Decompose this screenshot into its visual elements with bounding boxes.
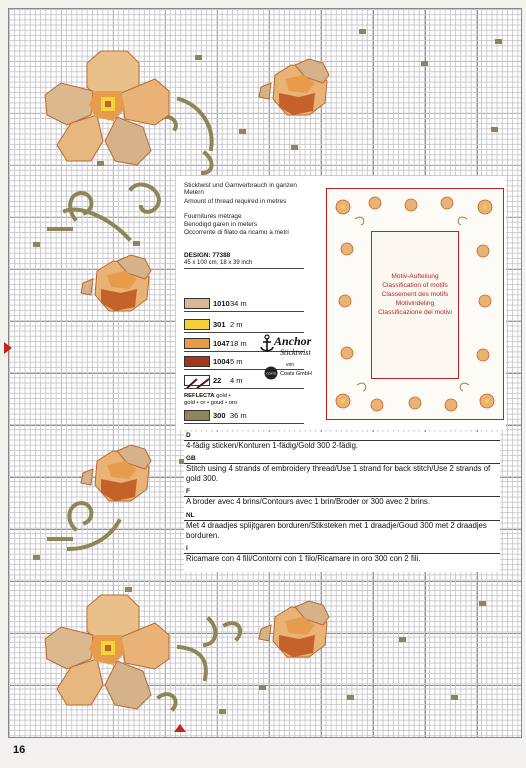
thread-code: 22 [213,376,222,385]
page-number: 16 [13,744,26,756]
reflecta-name: REFLECTA [184,393,215,399]
motif-preview [326,188,504,420]
preview-title-nl: Motivindeling [395,300,435,307]
thread-amount: 5 m [230,357,243,366]
thread-heading-de: Sticktwist und Garnverbrauch in ganzen Metern [184,182,297,196]
legend-row [184,298,304,310]
thread-swatch [184,338,210,349]
thread-swatch [184,319,210,330]
thread-heading-it: Occorrente di filato da ricamo a metri [184,229,289,236]
legend-rule [184,388,304,389]
preview-title-fr: Classement des motifs [381,291,449,298]
thread-code: 1047 [213,339,230,348]
thread-heading-en: Amount of thread required in metres [184,198,287,205]
thread-code: 1004 [213,357,230,366]
design-size: 45 x 100 cm, 18 x 39 inch [184,260,253,266]
legend-row [184,319,304,331]
legend-top-rule [184,268,304,269]
thread-code: 300 [213,411,226,420]
center-marker-bottom [174,724,186,732]
lang-code-i: I [186,545,188,552]
lang-code-gb: GB [186,455,196,462]
thread-code: 301 [213,320,226,329]
stitching-instructions [184,432,500,572]
instruction-d: 4-fädig sticken/Konturen 1-fädig/Gold 300 2-fädig. [186,441,359,450]
lang-code-nl: NL [186,512,195,519]
thread-heading-nl: Benodigd garen in meters [184,221,258,228]
design-number: DESIGN: 77388 [184,252,231,259]
reflecta-line1: gold • [216,393,231,399]
reflecta-note [184,393,304,406]
thread-amount: 2 m [230,320,243,329]
instruction-f: A broder avec 4 brins/Contours avec 1 brin/Broder or 300 avec 2 brins. [186,497,430,506]
preview-title [372,272,458,317]
instruction-nl: Met 4 draadjes splijtgaren borduren/Stiksteken met 1 draadje/Goud 300 met 2 draadjes borduren. [186,521,487,540]
legend-row [184,410,304,422]
brand-von: von [286,362,295,368]
thread-swatch [184,356,210,367]
instruction-i: Ricamare con 4 fili/Contorni con 1 filo/Ricamare in oro 300 con 2 fili. [186,554,421,563]
brand-company: Coats GmbH [280,371,312,377]
thread-amount: 18 m [230,339,247,348]
preview-center-frame [371,231,459,379]
preview-title-en: Classification of motifs [382,282,448,289]
legend-rule [184,311,304,312]
thread-amount: 36 m [230,411,247,420]
brand-name: Anchor [274,334,312,348]
lang-code-d: D [186,432,191,439]
brand-product: Sticktwist [280,348,311,357]
backstitch-swatch [184,375,210,386]
legend-rule [184,332,304,333]
preview-title-it: Classificazione dei motivi [378,309,452,316]
anchor-icon [260,334,274,354]
thread-code: 1010 [213,299,230,308]
instruction-gb: Stitch using 4 strands of embroidery thread/Use 1 strand for back stitch/Use 2 strands of gold 300. [186,464,491,483]
coats-seal-text: COATS [265,371,277,376]
coats-seal-icon [264,366,278,380]
thread-swatch [184,298,210,309]
thread-swatch [184,410,210,421]
thread-heading-fr: Fournitures métrage [184,213,242,220]
reflecta-line2: gold • or • goud • oro [184,399,238,406]
lang-code-f: F [186,488,190,495]
legend-rule [184,423,304,424]
thread-amount: 4 m [230,376,243,385]
preview-title-de: Motiv-Aufteilung [391,273,439,280]
legend-rule [184,369,304,370]
thread-amount: 34 m [230,299,247,308]
center-marker-left [4,342,12,354]
